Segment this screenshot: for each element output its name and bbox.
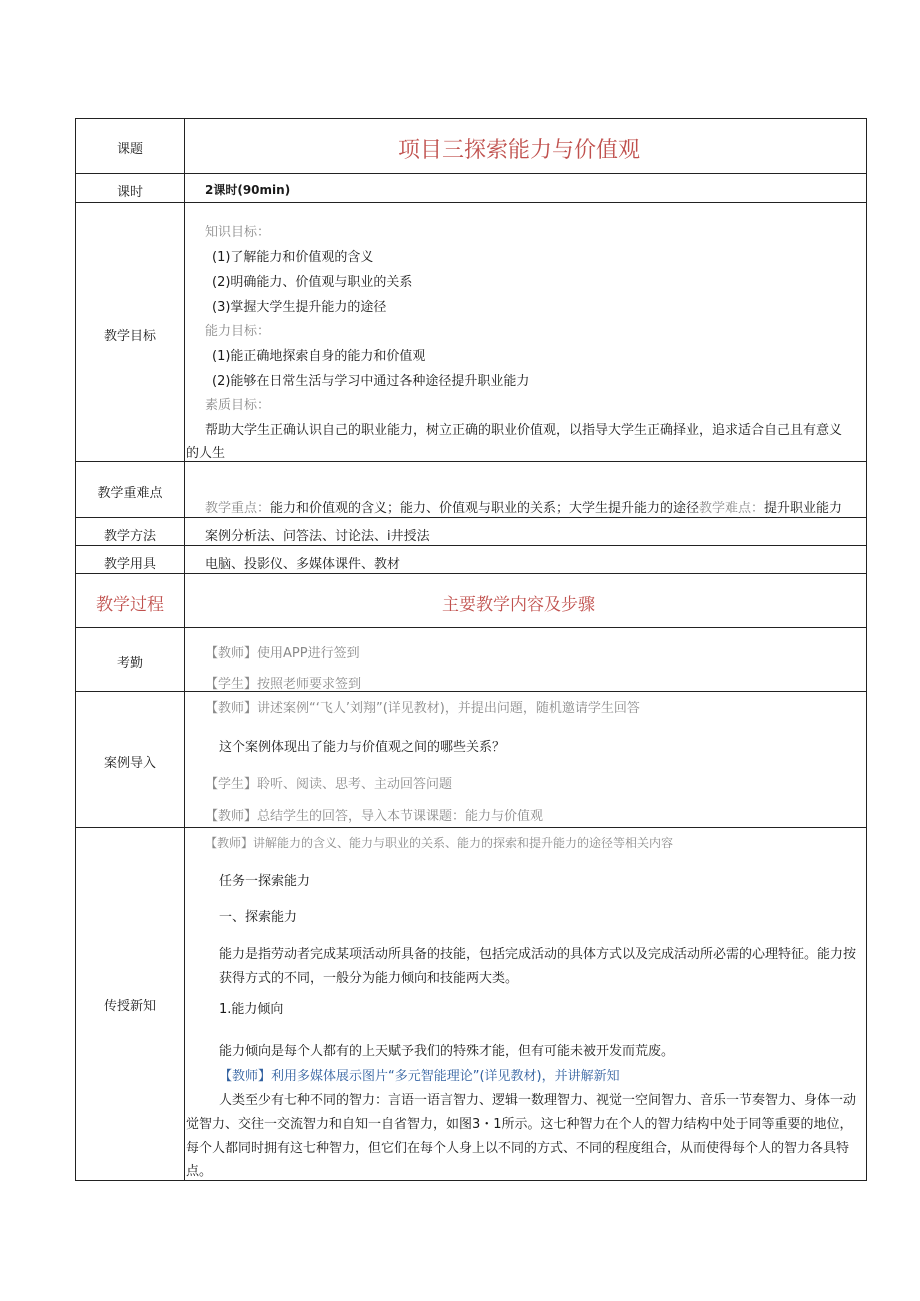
task-title: 任务一探索能力 bbox=[219, 874, 311, 889]
knowledge-item: (1)了解能力和价值观的含义 bbox=[212, 250, 374, 265]
row-divider bbox=[75, 691, 867, 692]
paragraph: 能力倾向是每个人都有的上天赋予我们的特殊才能，但有可能未被开发而荒废。 bbox=[219, 1044, 675, 1059]
row-divider bbox=[75, 173, 867, 174]
row-divider bbox=[75, 545, 867, 546]
paragraph: 点。 bbox=[186, 1164, 213, 1179]
row-divider bbox=[75, 517, 867, 518]
key-points-text bbox=[205, 497, 842, 516]
methods-value: 案例分析法、问答法、讨论法、i井授法 bbox=[205, 529, 430, 544]
tools-value: 电脑、投影仪、多媒体课件、教材 bbox=[205, 557, 401, 572]
tools-label: 教学用具 bbox=[103, 557, 156, 572]
paragraph: 觉智力、交往一交流智力和自知一自省智力，如图3・1所示。这七种智力在个人的智力结构中处于同等重要的地位， bbox=[186, 1117, 853, 1132]
knowledge-item: (2)明确能力、价值观与职业的关系 bbox=[212, 275, 413, 290]
row-divider bbox=[75, 827, 867, 828]
ability-heading: 能力目标： bbox=[205, 324, 271, 339]
process-header-right: 主要教学内容及步骤 bbox=[442, 595, 595, 615]
attendance-teacher: 【教师】使用APP进行签到 bbox=[205, 646, 360, 661]
knowledge-teacher-1: 【教师】讲解能力的含义、能力与职业的关系、能力的探索和提升能力的途径等相关内容 bbox=[205, 836, 674, 850]
row-divider bbox=[75, 573, 867, 574]
table-border-right bbox=[866, 118, 867, 1180]
quality-text: 帮助大学生正确认识自己的职业能力，树立正确的职业价值观，以指导大学生正确择业，追求适合自己且有意义 bbox=[205, 423, 843, 438]
knowledge-teacher-2: 【教师】利用多媒体展示图片“多元智能理论”(详见教材)，并讲解新知 bbox=[219, 1069, 620, 1084]
paragraph: 每个人都同时拥有这七种智力，但它们在每个人身上以不同的方式、不同的程度组合，从而使得每个人的智力各具特 bbox=[186, 1141, 850, 1156]
ability-item: (2)能够在日常生活与学习中通过各种途径提升职业能力 bbox=[212, 374, 530, 389]
paragraph: 人类至少有七种不同的智力：言语一语言智力、逻辑一数理智力、视觉一空间智力、音乐一节奏智力、身体一动 bbox=[219, 1093, 857, 1108]
paragraph: 获得方式的不同，一般分为能力倾向和技能两大类。 bbox=[219, 971, 519, 986]
case-student: 【学生】聆听、阅读、思考、主动回答问题 bbox=[205, 777, 453, 792]
new-knowledge-label: 传授新知 bbox=[103, 999, 156, 1014]
case-question: 这个案例体现出了能力与价值观之间的哪些关系？ bbox=[219, 740, 506, 755]
case-teacher-1: 【教师】讲述案例“‘飞人’刘翔”(详见教材)，并提出问題，随机邀请学生回答 bbox=[205, 701, 640, 716]
hours-label: 课时 bbox=[116, 185, 143, 200]
hours-value: 2课时(90min) bbox=[205, 183, 291, 197]
key-prefix: 教学重点： bbox=[205, 501, 271, 516]
case-intro-label: 案例导入 bbox=[103, 756, 156, 771]
quality-text: 的人生 bbox=[186, 446, 226, 461]
subsection-title: 1.能力倾向 bbox=[219, 1002, 284, 1017]
knowledge-item: (3)掌握大学生提升能力的途径 bbox=[212, 300, 387, 315]
quality-heading: 素质目标： bbox=[205, 398, 271, 413]
difficulty-prefix: 教学难点： bbox=[699, 501, 765, 516]
key-text: 能力和价值观的含义；能力、价值观与职业的关系；大学生提升能力的途径 bbox=[270, 501, 700, 516]
section-title: 一、探索能力 bbox=[219, 910, 298, 925]
column-divider bbox=[184, 118, 185, 1180]
attendance-student: 【学生】按照老师要求签到 bbox=[205, 677, 362, 692]
table-border-left bbox=[75, 118, 76, 1180]
difficulty-text: 提升职业能力 bbox=[764, 501, 843, 516]
knowledge-heading: 知识目标： bbox=[205, 225, 271, 240]
ability-item: (1)能正确地探索自身的能力和价值观 bbox=[212, 349, 426, 364]
methods-label: 教学方法 bbox=[103, 529, 156, 544]
table-border-top bbox=[75, 118, 867, 119]
row-divider bbox=[75, 627, 867, 628]
objectives-label: 教学目标 bbox=[103, 329, 156, 344]
paragraph: 能力是指劳动者完成某项活动所具备的技能，包括完成活动的具体方式以及完成活动所必需的心理特征。能力按 bbox=[219, 947, 857, 962]
process-header-left: 教学过程 bbox=[96, 595, 164, 615]
case-teacher-2: 【教师】总结学生的回答，导入本节课课题：能力与价值观 bbox=[205, 809, 544, 824]
row-divider bbox=[75, 202, 867, 203]
table-border-bottom bbox=[75, 1180, 867, 1181]
attendance-label: 考勤 bbox=[116, 656, 143, 671]
page-title: 项目三探索能力与价值观 bbox=[398, 138, 641, 163]
topic-label: 课题 bbox=[116, 142, 143, 157]
row-divider bbox=[75, 461, 867, 462]
key-points-label: 教学重难点 bbox=[97, 486, 163, 501]
